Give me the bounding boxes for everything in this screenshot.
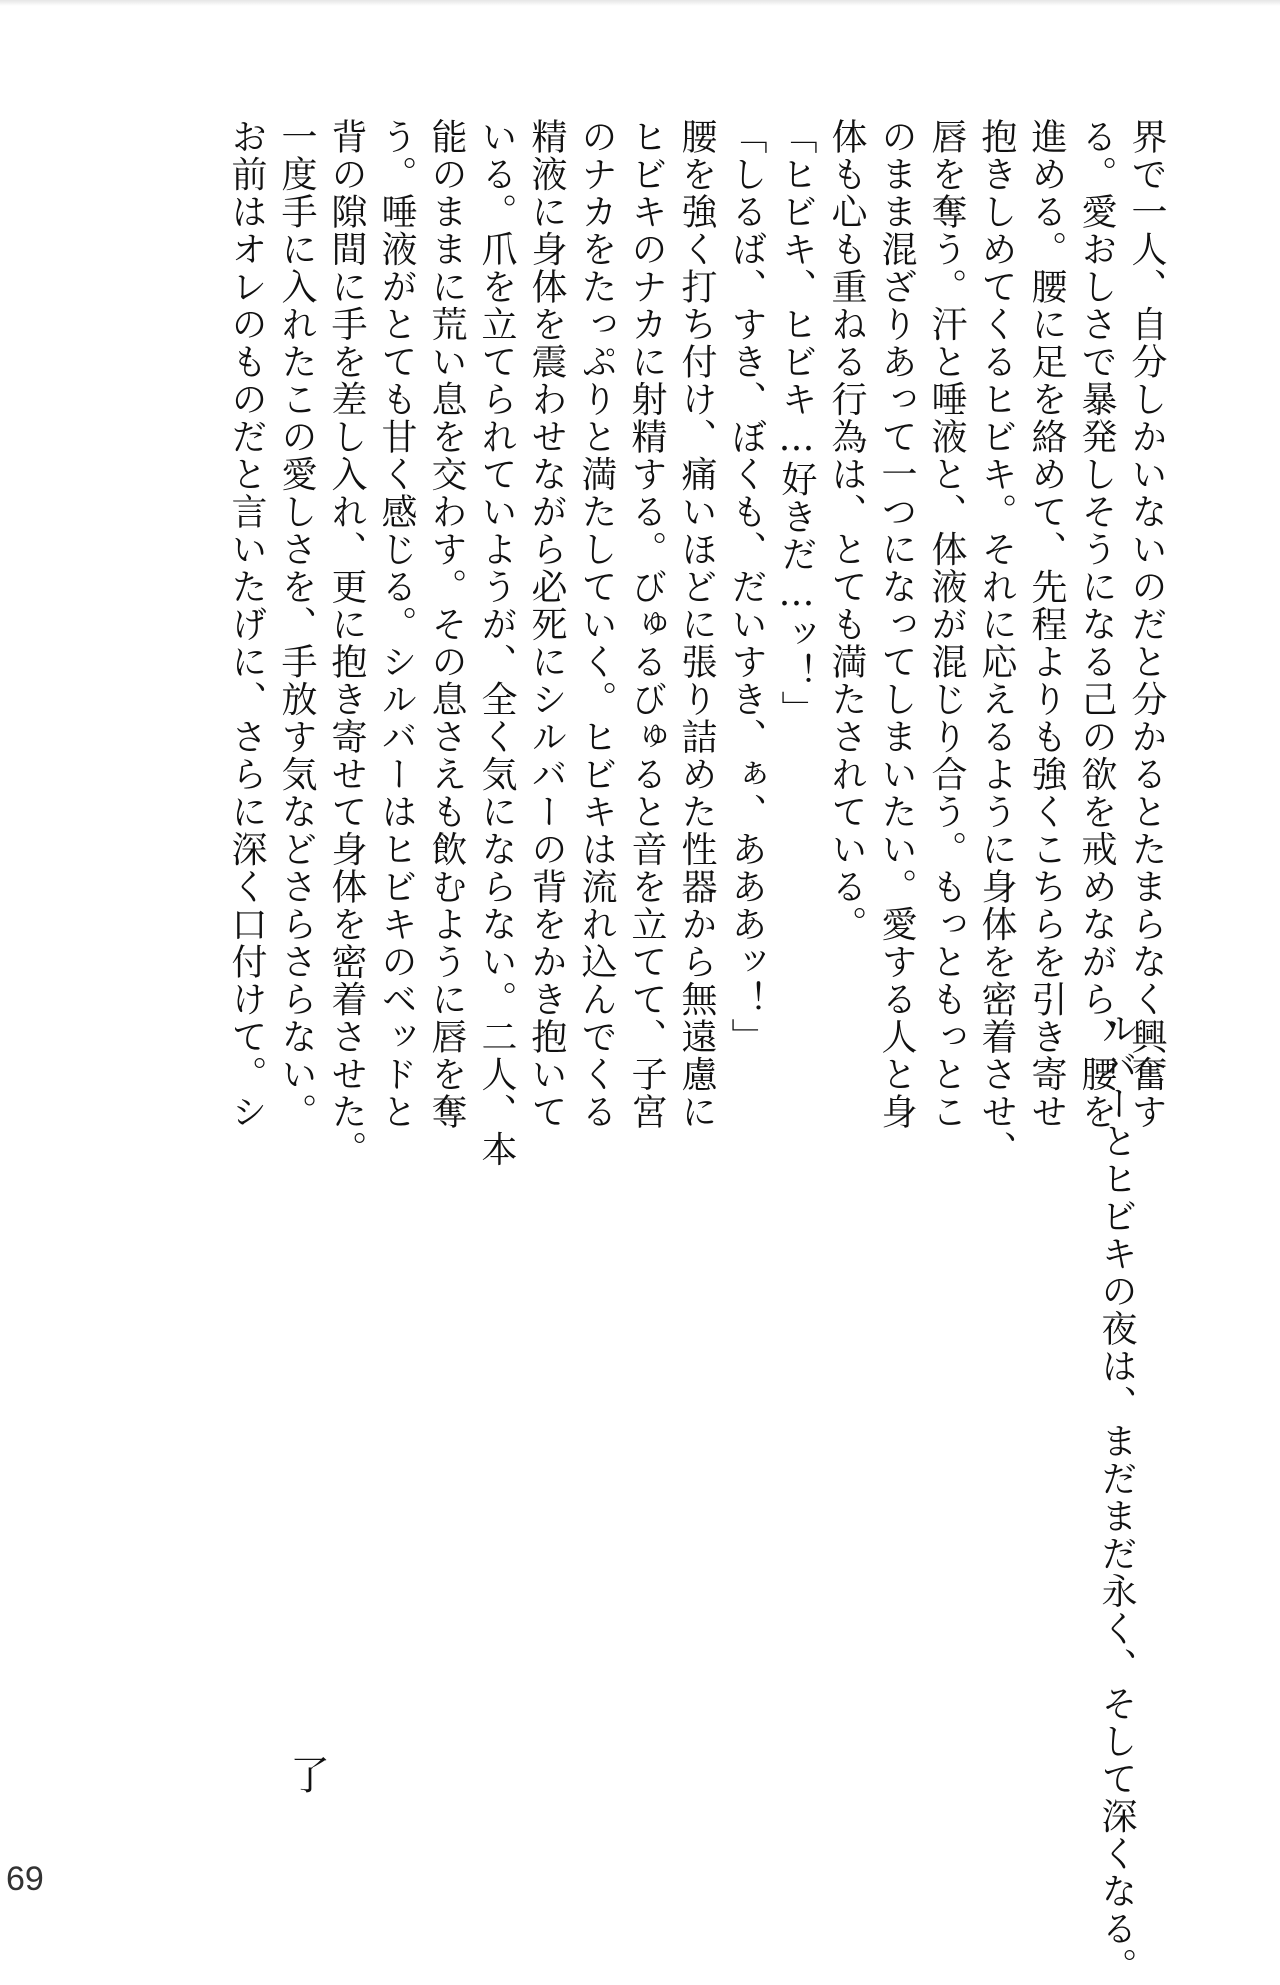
text-column: お前はオレのものだと言いたげに、さらに深く口付けて。シ: [226, 118, 267, 1131]
text-column: のナカをたっぷりと満たしていく。ヒビキは流れ込んでくる: [576, 118, 617, 1131]
text-column: ヒビキのナカに射精する。びゅるびゅると音を立てて、子宮: [626, 118, 667, 1131]
text-column: 腰を強く打ち付け、痛いほどに張り詰めた性器から無遠慮に: [676, 118, 717, 1131]
text-column: 体も心も重ねる行為は、とても満たされている。: [826, 118, 867, 943]
end-mark: 了: [290, 1753, 330, 1799]
text-column: のまま混ざりあって一つになってしまいたい。愛する人と身: [876, 118, 917, 1131]
dialogue-column: 「しるば、すき、ぼくも、だいすき、ぁ、あああッ！」: [726, 118, 767, 1056]
text-column: る。愛おしさで暴発しそうになる己の欲を戒めながら、腰を: [1076, 118, 1117, 1131]
text-column: 能のままに荒い息を交わす。その息さえも飲むように唇を奪: [426, 118, 467, 1131]
text-column: 抱きしめてくるヒビキ。それに応えるように身体を密着させ、: [976, 118, 1017, 1168]
final-text-column: ルバーとヒビキの夜は、まだまだ永く、そして深くなる。: [1096, 1010, 1137, 1985]
text-column: 一度手に入れたこの愛しさを、手放す気などさらさらない。: [276, 118, 317, 1131]
page-number: 69: [6, 1860, 44, 1898]
text-column: 進める。腰に足を絡めて、先程よりも強くこちらを引き寄せ: [1026, 118, 1067, 1131]
text-column: 唇を奪う。汗と唾液と、体液が混じり合う。もっともっとこ: [926, 118, 967, 1131]
main-text-block: [225, 118, 1167, 1168]
text-column: う。唾液がとても甘く感じる。シルバーはヒビキのベッドと: [376, 118, 417, 1131]
text-column: いる。爪を立てられていようが、全く気にならない。二人、本: [476, 118, 517, 1168]
text-column: 背の隙間に手を差し入れ、更に抱き寄せて身体を密着させた。: [326, 118, 367, 1168]
text-column: 界で一人、自分しかいないのだと分かるとたまらなく興奮す: [1126, 118, 1167, 1131]
page-top-edge: [0, 0, 1280, 6]
text-column: 精液に身体を震わせながら必死にシルバーの背をかき抱いて: [526, 118, 567, 1131]
dialogue-column: 「ヒビキ、ヒビキ…好きだ…ッ！」: [776, 118, 817, 728]
